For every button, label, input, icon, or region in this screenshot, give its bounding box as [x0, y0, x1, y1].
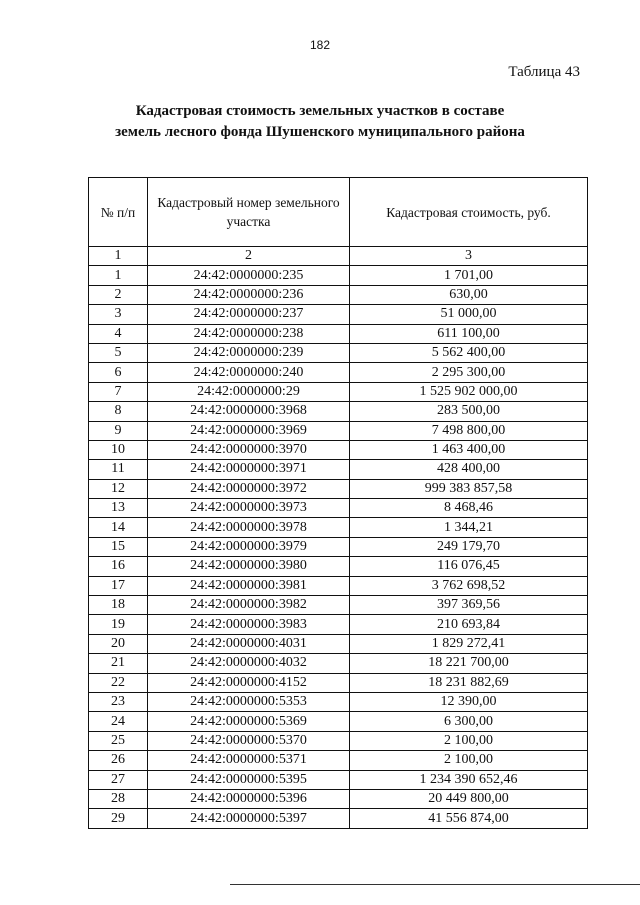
- page-number: 182: [309, 38, 331, 52]
- cadastral-number-cell: 24:42:0000000:5370: [148, 731, 350, 750]
- table-row: [89, 654, 588, 673]
- cadastral-value-cell: 397 369,56: [350, 596, 588, 615]
- table-row: [89, 615, 588, 634]
- cadastral-number-cell: 24:42:0000000:3968: [148, 402, 350, 421]
- table-row: [89, 479, 588, 498]
- cadastral-number-cell: 24:42:0000000:3980: [148, 557, 350, 576]
- cadastral-number-cell: 24:42:0000000:5371: [148, 751, 350, 770]
- cadastral-number-cell: 24:42:0000000:3969: [148, 421, 350, 440]
- cadastral-number-cell: 24:42:0000000:4031: [148, 634, 350, 653]
- cadastral-value-cell: 7 498 800,00: [350, 421, 588, 440]
- cadastral-number-cell: 24:42:0000000:3979: [148, 537, 350, 556]
- row-number-cell: 28: [89, 789, 148, 808]
- cadastral-value-cell: 1 525 902 000,00: [350, 382, 588, 401]
- cadastral-number-cell: 24:42:0000000:5353: [148, 692, 350, 711]
- cadastral-number-cell: 24:42:0000000:239: [148, 343, 350, 362]
- cadastral-number-cell: 24:42:0000000:238: [148, 324, 350, 343]
- document-title-line-2: земель лесного фонда Шушенского муниципального района: [115, 124, 525, 140]
- cadastral-value-cell: 18 221 700,00: [350, 654, 588, 673]
- table-row: [89, 809, 588, 828]
- cadastral-number-cell: 24:42:0000000:236: [148, 285, 350, 304]
- row-number-cell: 21: [89, 654, 148, 673]
- table-row: [89, 499, 588, 518]
- row-number-cell: 5: [89, 343, 148, 362]
- cadastral-value-cell: 249 179,70: [350, 537, 588, 556]
- cadastral-value-cell: 999 383 857,58: [350, 479, 588, 498]
- column-number-cell: 2: [148, 247, 350, 266]
- cadastral-value-cell: 1 701,00: [350, 266, 588, 285]
- cadastral-number-cell: 24:42:0000000:5369: [148, 712, 350, 731]
- header-row-number: № п/п: [89, 178, 148, 247]
- table-row: [89, 634, 588, 653]
- row-number-cell: 27: [89, 770, 148, 789]
- table-row: [89, 557, 588, 576]
- cadastral-number-cell: 24:42:0000000:3972: [148, 479, 350, 498]
- header-cadastral-number: Кадастровый номер земельного участка: [148, 178, 350, 247]
- cadastral-value-cell: 20 449 800,00: [350, 789, 588, 808]
- row-number-cell: 23: [89, 692, 148, 711]
- header-cadastral-value: Кадастровая стоимость, руб.: [350, 178, 588, 247]
- cadastral-value-cell: 2 295 300,00: [350, 363, 588, 382]
- row-number-cell: 12: [89, 479, 148, 498]
- cadastral-value-cell: 51 000,00: [350, 305, 588, 324]
- table-header: [89, 178, 588, 247]
- cadastral-number-cell: 24:42:0000000:3973: [148, 499, 350, 518]
- cadastral-number-cell: 24:42:0000000:5396: [148, 789, 350, 808]
- cadastral-value-cell: 3 762 698,52: [350, 576, 588, 595]
- row-number-cell: 29: [89, 809, 148, 828]
- cadastral-value-cell: 428 400,00: [350, 460, 588, 479]
- row-number-cell: 20: [89, 634, 148, 653]
- cadastral-value-cell: 41 556 874,00: [350, 809, 588, 828]
- row-number-cell: 1: [89, 266, 148, 285]
- row-number-cell: 25: [89, 731, 148, 750]
- row-number-cell: 17: [89, 576, 148, 595]
- row-number-cell: 26: [89, 751, 148, 770]
- row-number-cell: 13: [89, 499, 148, 518]
- cadastral-number-cell: 24:42:0000000:29: [148, 382, 350, 401]
- table-row: [89, 751, 588, 770]
- cadastral-number-cell: 24:42:0000000:3978: [148, 518, 350, 537]
- row-number-cell: 6: [89, 363, 148, 382]
- cadastral-value-table: [88, 177, 588, 829]
- cadastral-value-cell: 18 231 882,69: [350, 673, 588, 692]
- table-row: [89, 460, 588, 479]
- row-number-cell: 4: [89, 324, 148, 343]
- cadastral-value-cell: 6 300,00: [350, 712, 588, 731]
- table-body: [89, 247, 588, 829]
- cadastral-number-cell: 24:42:0000000:5397: [148, 809, 350, 828]
- row-number-cell: 14: [89, 518, 148, 537]
- table-row: [89, 789, 588, 808]
- table-row: [89, 692, 588, 711]
- cadastral-number-cell: 24:42:0000000:240: [148, 363, 350, 382]
- cadastral-value-cell: 8 468,46: [350, 499, 588, 518]
- cadastral-value-cell: 1 829 272,41: [350, 634, 588, 653]
- cadastral-number-cell: 24:42:0000000:3971: [148, 460, 350, 479]
- cadastral-value-cell: 2 100,00: [350, 731, 588, 750]
- row-number-cell: 7: [89, 382, 148, 401]
- table-row: [89, 343, 588, 362]
- cadastral-number-cell: 24:42:0000000:237: [148, 305, 350, 324]
- table-row: [89, 440, 588, 459]
- table-row: [89, 731, 588, 750]
- row-number-cell: 24: [89, 712, 148, 731]
- row-number-cell: 11: [89, 460, 148, 479]
- column-number-row: [89, 247, 588, 266]
- row-number-cell: 19: [89, 615, 148, 634]
- header-row: [89, 178, 588, 247]
- row-number-cell: 16: [89, 557, 148, 576]
- table-row: [89, 576, 588, 595]
- table-row: [89, 266, 588, 285]
- row-number-cell: 3: [89, 305, 148, 324]
- column-number-cell: 3: [350, 247, 588, 266]
- cadastral-value-cell: 283 500,00: [350, 402, 588, 421]
- table-row: [89, 382, 588, 401]
- cadastral-value-cell: 611 100,00: [350, 324, 588, 343]
- row-number-cell: 2: [89, 285, 148, 304]
- cadastral-value-cell: 1 463 400,00: [350, 440, 588, 459]
- cadastral-number-cell: 24:42:0000000:3981: [148, 576, 350, 595]
- table-row: [89, 673, 588, 692]
- table-row: [89, 596, 588, 615]
- table-row: [89, 537, 588, 556]
- table-row: [89, 402, 588, 421]
- row-number-cell: 8: [89, 402, 148, 421]
- document-title-line-1: Кадастровая стоимость земельных участков в составе: [135, 103, 505, 119]
- table-row: [89, 305, 588, 324]
- cadastral-value-cell: 2 100,00: [350, 751, 588, 770]
- cadastral-number-cell: 24:42:0000000:3982: [148, 596, 350, 615]
- table-row: [89, 324, 588, 343]
- row-number-cell: 15: [89, 537, 148, 556]
- cadastral-value-cell: 1 234 390 652,46: [350, 770, 588, 789]
- cadastral-value-cell: 12 390,00: [350, 692, 588, 711]
- cadastral-number-cell: 24:42:0000000:235: [148, 266, 350, 285]
- row-number-cell: 10: [89, 440, 148, 459]
- table-row: [89, 285, 588, 304]
- cadastral-value-cell: 5 562 400,00: [350, 343, 588, 362]
- row-number-cell: 18: [89, 596, 148, 615]
- table-row: [89, 770, 588, 789]
- row-number-cell: 9: [89, 421, 148, 440]
- cadastral-value-cell: 116 076,45: [350, 557, 588, 576]
- cadastral-value-cell: 1 344,21: [350, 518, 588, 537]
- table-row: [89, 421, 588, 440]
- column-number-cell: 1: [89, 247, 148, 266]
- cadastral-number-cell: 24:42:0000000:5395: [148, 770, 350, 789]
- table-row: [89, 518, 588, 537]
- table-label: Таблица 43: [508, 64, 580, 80]
- cadastral-value-cell: 630,00: [350, 285, 588, 304]
- row-number-cell: 22: [89, 673, 148, 692]
- cadastral-number-cell: 24:42:0000000:4152: [148, 673, 350, 692]
- table-row: [89, 712, 588, 731]
- cadastral-number-cell: 24:42:0000000:3983: [148, 615, 350, 634]
- cadastral-number-cell: 24:42:0000000:3970: [148, 440, 350, 459]
- document-title: [0, 101, 640, 143]
- table-row: [89, 363, 588, 382]
- cadastral-number-cell: 24:42:0000000:4032: [148, 654, 350, 673]
- footer-rule: [230, 884, 640, 885]
- cadastral-value-cell: 210 693,84: [350, 615, 588, 634]
